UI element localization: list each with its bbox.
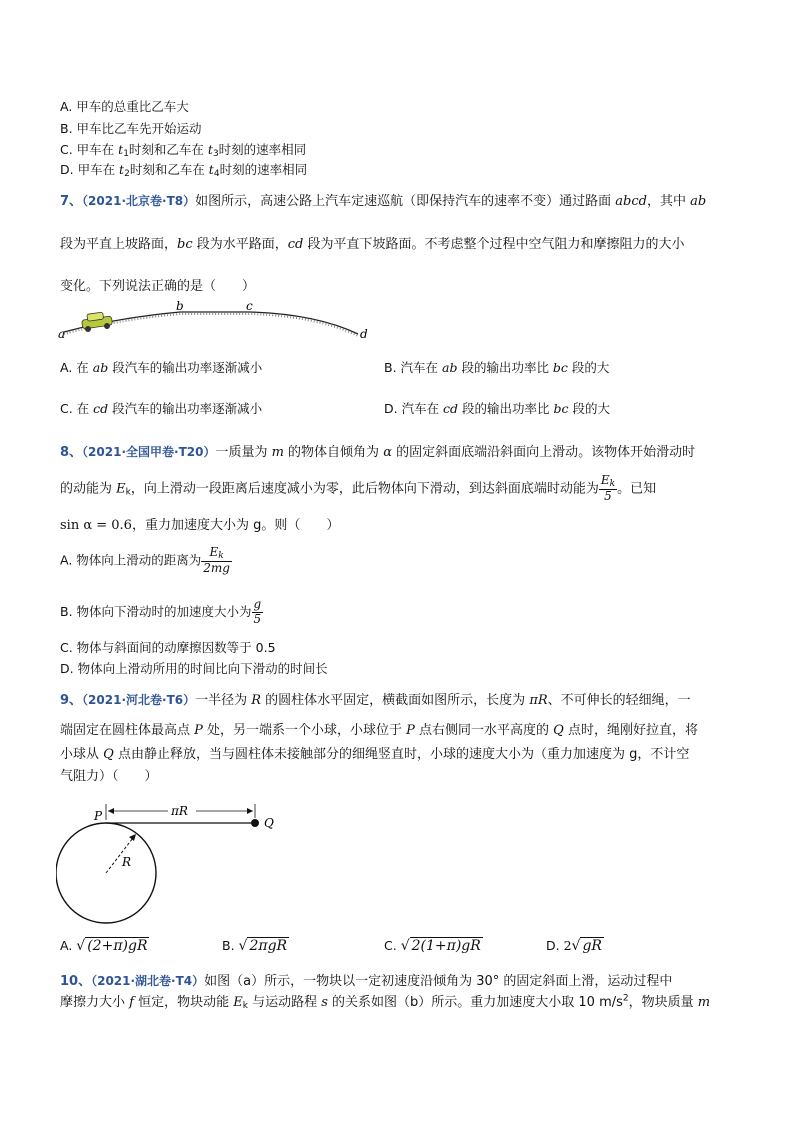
q8-number: 8、 [60,445,83,460]
q7-road-figure [56,300,376,345]
q9-option-a: A. √ (2+π)gR [60,938,148,954]
radius-line [106,834,136,873]
q10-stem-line1: 10、（2021·湖北卷·T4）如图（a）所示，一物块以一定初速度沿倾角为 30° 的固定斜面上滑，运动过程中 [60,974,673,989]
q6-option-c: C. 甲车在 $t_1$时刻和乙车在 $t_3$时刻的速率相同 [60,142,307,159]
q9-number: 9、 [60,693,83,708]
q7-option-d: D. 汽车在 cd 段的输出功率比 bc 段的大 [384,401,611,416]
q9-label-q: Q [264,816,274,830]
q7-label-b: b [176,300,184,313]
q9-stem-line4: 气阻力）（ ） [60,769,158,784]
q6-option-d: D. 甲车在 $t_2$时刻和乙车在 $t_4$时刻的速率相同 [60,162,308,179]
q6-option-b: B. 甲车比乙车先开始运动 [60,121,202,136]
q7-stem-line3: 变化。下列说法正确的是（ ） [60,279,256,294]
q9-cylinder-figure [56,800,296,945]
q7-stem-line2: 段为平直上坡路面，bc 段为水平路面，cd 段为平直下坡路面。不考虑整个过程中空气阻力和摩擦阻力的大小 [60,237,685,252]
q7-option-b: B. 汽车在 ab 段的输出功率比 bc 段的大 [384,360,610,375]
q9-option-c: C. √ 2(1+π)gR [384,938,481,954]
q9-stem-line1: 9、（2021·河北卷·T6）一半径为 R 的圆柱体水平固定，横截面如图所示，长度为 πR、不可伸长的轻细绳，一 [60,693,691,708]
q7-label-d: d [360,327,368,341]
q10-number: 10、 [60,974,92,989]
q7-number: 7、 [60,194,83,209]
q8-stem-line1: 8、（2021·全国甲卷·T20）一质量为 m 的物体自倾角为 α 的固定斜面底端沿斜面向上滑动。该物体开始滑动时 [60,445,696,460]
q9-option-d: D. 2√ gR [546,938,602,954]
q9-label-r: R [122,855,132,869]
q9-source: （2021·河北卷·T6） [82,693,196,707]
q9-stem-line2: 端固定在圆柱体最高点 P 处，另一端系一个小球，小球位于 P 点右侧同一水平高度的 Q 点时，绳刚好拉直，将 [60,723,698,738]
q7-source: （2021·北京卷·T8） [82,194,196,208]
q7-label-a: a [58,327,66,341]
q8-option-c: C. 物体与斜面间的动摩擦因数等于 0.5 [60,640,276,655]
q9-label-pir: πR [171,804,188,818]
q7-stem-line1: 7、（2021·北京卷·T8）如图所示，高速公路上汽车定速巡航（即保持汽车的速率不变）通过路面 abcd，其中 ab [60,194,707,209]
q9-option-b: B. √ 2πgR [222,938,288,954]
car-icon [82,312,113,332]
q8-option-b: B. 物体向下滑动时的加速度大小为 $\frac{g}{5}$ [60,597,262,626]
q7-option-c: C. 在 cd 段汽车的输出功率逐渐减小 [60,401,263,416]
q7-option-a: A. 在 ab 段汽车的输出功率逐渐减小 [60,360,263,375]
q8-option-d: D. 物体向上滑动所用的时间比向下滑动的时间长 [60,661,328,676]
ball-q [251,819,259,827]
q8-source: （2021·全国甲卷·T20） [82,445,216,459]
q9-label-p: P [94,809,103,823]
q7-label-c: c [246,300,253,313]
q9-stem-line3: 小球从 Q 点由静止释放，当与圆柱体未接触部分的细绳竖直时，小球的速度大小为（重力加速度为 g，不计空 [60,747,690,762]
q8-stem-line3: sin α = 0.6，重力加速度大小为 g。则（ ） [60,518,340,533]
q8-option-a: A. 物体向上滑动的距离为 $\frac{E_k}{2mg}$ [60,545,230,576]
q8-fraction-ek-over-5: $\frac{E_k}{5}$ [600,473,616,504]
q10-source: （2021·湖北卷·T4） [91,974,205,988]
q10-stem-line2: 摩擦力大小 f 恒定，物块动能 $E_k$ 与运动路程 s 的关系如图（b）所示。重力加速度大小取 10 $m/s^2$，物块质量 m [60,993,711,1011]
q8-stem-line2: 的动能为 $E_k$，向上滑动一段距离后速度减小为零，此后物体向下滑动，到达斜面底端时动能为 $\frac{E_k}{5}$ 。已知 [60,473,657,504]
q6-option-a: A. 甲车的总重比乙车大 [60,99,189,114]
